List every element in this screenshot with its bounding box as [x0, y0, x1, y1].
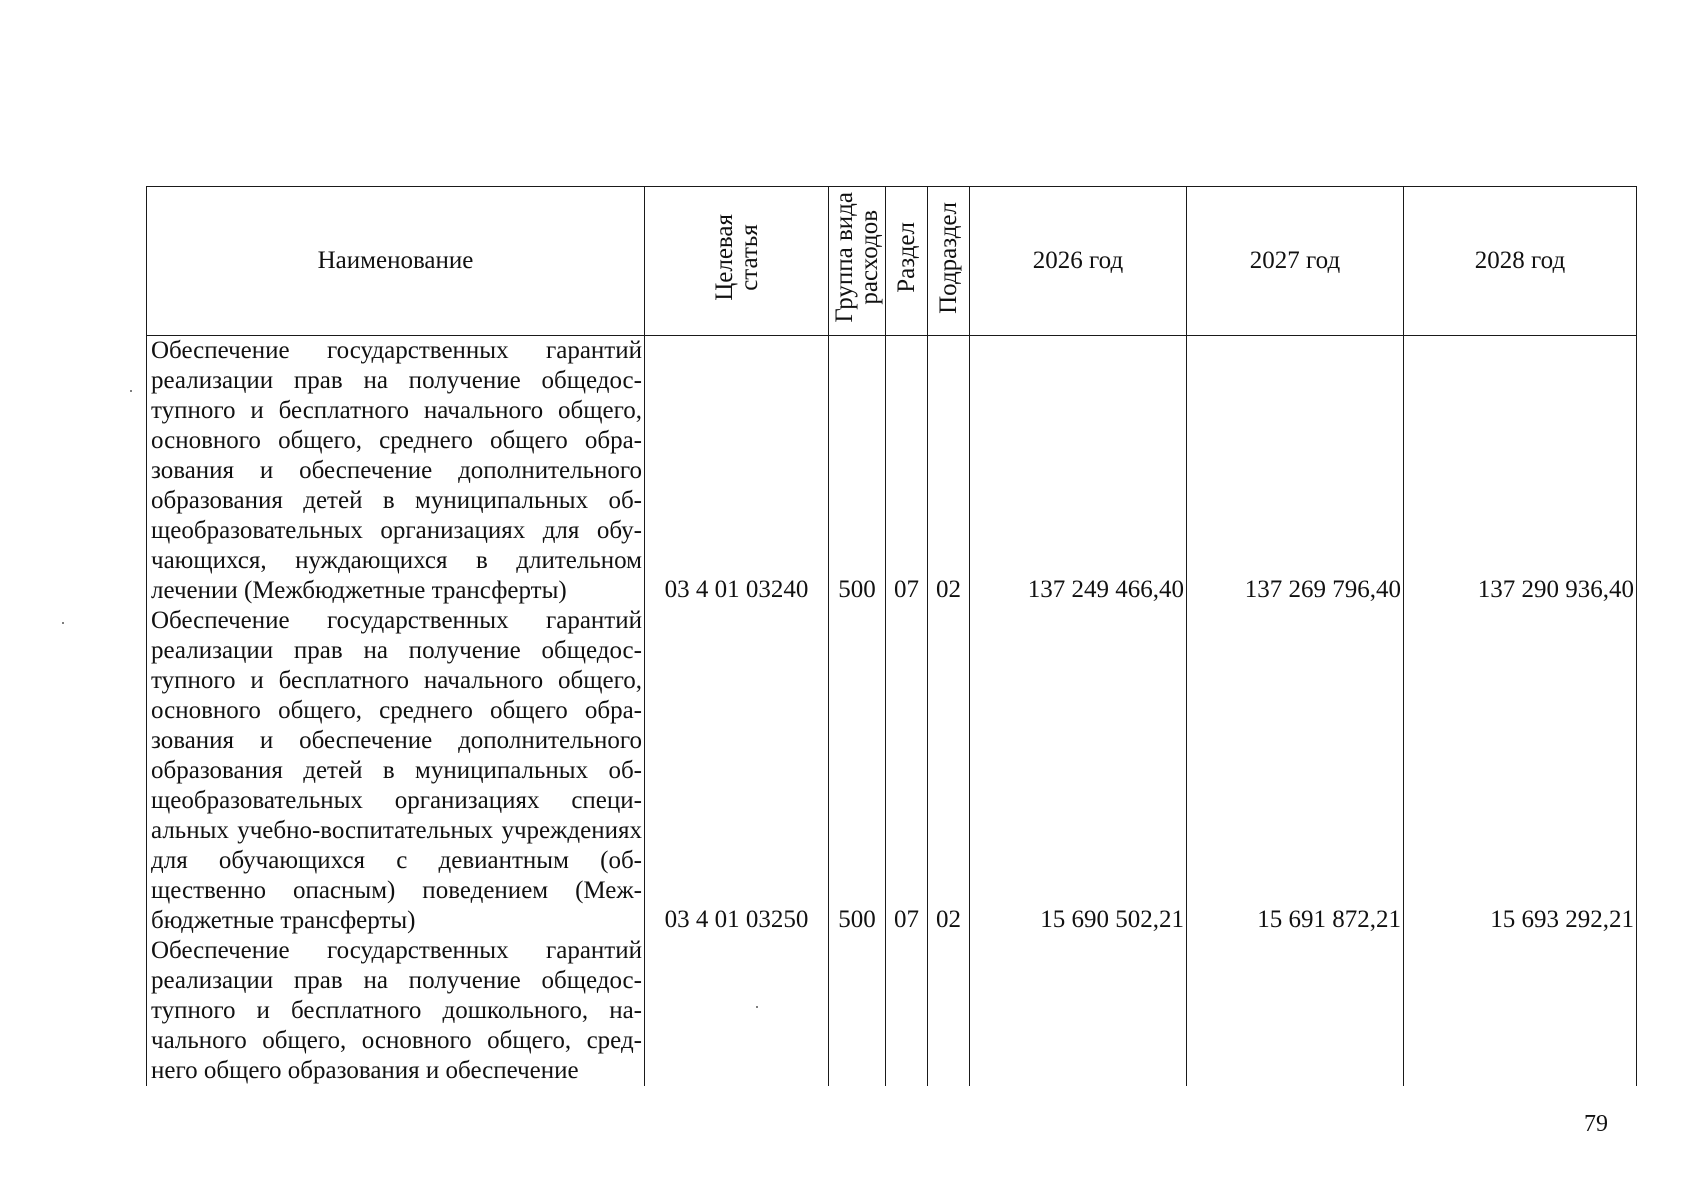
header-year-2028-label: 2028 год [1474, 247, 1566, 274]
row-target-article [645, 936, 829, 1086]
row-section [886, 936, 928, 1086]
header-name-label: Наименование [317, 247, 474, 274]
row-amount-2027: 137 269 796,40 [1187, 336, 1404, 607]
row-expense-group: 500 [829, 336, 886, 607]
row-amount-2026: 137 249 466,40 [970, 336, 1187, 607]
row-subsection [928, 936, 970, 1086]
table-body [147, 336, 1637, 1087]
row-amount-2026: 15 690 502,21 [970, 606, 1187, 936]
row-name: Обеспечение государственных гарантий реализации прав на получение общедоступного и бесплатного дошкольного, начального общего, основного общего, среднего общего образования и обеспечение [147, 936, 645, 1086]
row-section: 07 [886, 336, 928, 607]
row-target-article: 03 4 01 03240 [645, 336, 829, 607]
table-header [147, 187, 1637, 336]
header-year-2027 [1187, 187, 1404, 336]
row-name: Обеспечение государственных гарантий реализации прав на получение общедоступного и бесплатного начального общего, основного общего, среднего общего образования и обеспечение дополнительного образования детей в муниципальных общеобразовательных организациях для обучающихся, нуждающихся в длительном лечении (Межбюджетные трансферты) [147, 336, 645, 607]
header-year-2027-label: 2027 год [1249, 247, 1341, 274]
header-year-2028 [1404, 187, 1637, 336]
table-row [147, 936, 1637, 1086]
row-expense-group [829, 936, 886, 1086]
row-expense-group: 500 [829, 606, 886, 936]
header-year-2026 [970, 187, 1187, 336]
page-number: 79 [1584, 1111, 1608, 1137]
row-amount-2027 [1187, 936, 1404, 1086]
row-amount-2028: 137 290 936,40 [1404, 336, 1637, 607]
header-target-article [645, 187, 829, 336]
header-expense-group-label: Группа вида расходов [831, 192, 883, 323]
scan-speck [756, 1006, 758, 1008]
row-amount-2026 [970, 936, 1187, 1086]
table-row [147, 606, 1637, 936]
table-row [147, 336, 1637, 607]
row-subsection: 02 [928, 336, 970, 607]
header-expense-group [829, 187, 886, 336]
row-section: 07 [886, 606, 928, 936]
row-amount-2028 [1404, 936, 1637, 1086]
header-subsection-label: Подраздел [935, 201, 962, 314]
row-target-article: 03 4 01 03250 [645, 606, 829, 936]
row-name: Обеспечение государственных гарантий реализации прав на получение общедоступного и бесплатного начального общего, основного общего, среднего общего образования и обеспечение дополнительного образования детей в муниципальных общеобразовательных организациях специальных учебно-воспитательных учреждениях для обучающихся с девиантным (общественно опасным) поведением (Межбюджетные трансферты) [147, 606, 645, 936]
budget-table [146, 186, 1637, 1086]
scan-speck [62, 622, 64, 624]
row-amount-2027: 15 691 872,21 [1187, 606, 1404, 936]
row-subsection: 02 [928, 606, 970, 936]
header-name [147, 187, 645, 336]
header-subsection [928, 187, 970, 336]
row-amount-2028: 15 693 292,21 [1404, 606, 1637, 936]
header-year-2026-label: 2026 год [1032, 247, 1124, 274]
header-section-label: Раздел [893, 222, 920, 293]
scan-speck [130, 390, 132, 392]
header-section [886, 187, 928, 336]
header-target-article-label: Целевая статья [710, 214, 763, 301]
